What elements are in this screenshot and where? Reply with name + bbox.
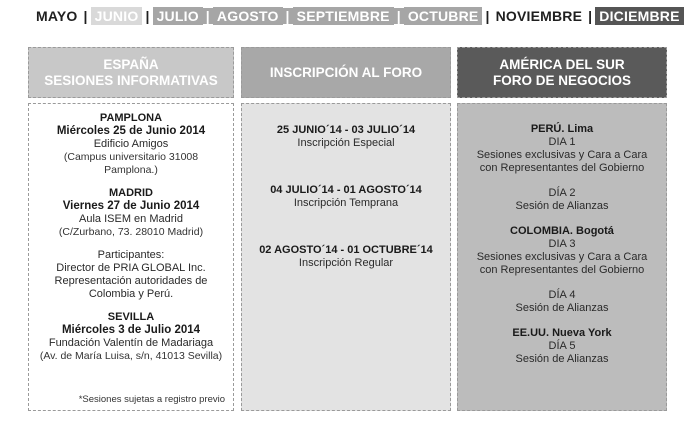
day-1-line-2: con Representantes del Gobierno — [479, 162, 645, 174]
month-separator: | — [485, 8, 490, 24]
participants-line-1: Director de PRIA GLOBAL Inc. — [56, 262, 206, 274]
month-separator: | — [83, 8, 88, 24]
day-1-line-1: Sesiones exclusivas y Cara a Cara — [476, 149, 648, 161]
forum-header — [241, 47, 451, 98]
period-3-label: Inscripción Regular — [298, 257, 394, 269]
madrid-date: Viernes 27 de Junio 2014 — [62, 200, 200, 212]
madrid-venue: Aula ISEM en Madrid — [79, 213, 183, 225]
pamplona-venue: Edificio Amigos — [93, 138, 169, 150]
usa-place: EE.UU. Nueva York — [512, 327, 612, 339]
day-2-line-1: Sesión de Alianzas — [515, 200, 609, 212]
participants-line-3: Colombia y Perú. — [88, 288, 174, 300]
month-separator: | — [394, 8, 404, 24]
period-2-dates: 04 JULIO´14 - 01 AGOSTO´14 — [270, 184, 422, 196]
period-1-label: Inscripción Especial — [297, 137, 395, 149]
month-agosto: AGOSTO — [213, 7, 283, 25]
sevilla-address: (Av. de María Luisa, s/n, 41013 Sevilla) — [39, 350, 223, 362]
pamplona-date: Miércoles 25 de Junio 2014 — [56, 125, 206, 137]
madrid-address: (C/Zurbano, 73. 28010 Madrid) — [58, 226, 204, 238]
period-2-label: Inscripción Temprana — [293, 197, 399, 209]
month-mayo: MAYO — [36, 8, 78, 24]
sevilla-city: SEVILLA — [107, 311, 155, 323]
spain-panel — [28, 103, 234, 411]
month-separator: | — [283, 8, 293, 24]
pamplona-address-1: (Campus universitario 31008 — [63, 151, 199, 163]
forum-panel — [241, 103, 451, 411]
participants-line-2: Representación autoridades de — [54, 275, 208, 287]
america-header-subtitle: FORO DE NEGOCIOS — [492, 72, 631, 88]
madrid-city: MADRID — [109, 187, 153, 199]
day-4-label: DÍA 4 — [548, 289, 576, 301]
colombia-place: COLOMBIA. Bogotá — [510, 225, 614, 237]
day-4-line-1: Sesión de Alianzas — [515, 302, 609, 314]
month-julio: JULIO — [153, 7, 203, 25]
month-junio: JUNIO — [91, 7, 143, 25]
day-5-line-1: Sesión de Alianzas — [515, 353, 609, 365]
period-1-dates: 25 JUNIO´14 - 03 JULIO´14 — [276, 124, 416, 136]
month-separator: | — [588, 8, 593, 24]
spain-header-subtitle: SESIONES INFORMATIVAS — [44, 72, 218, 88]
day-3-line-2: con Representantes del Gobierno — [479, 264, 645, 276]
day-2-label: DÍA 2 — [548, 187, 576, 199]
day-1-label: DIA 1 — [548, 136, 576, 148]
month-separator: | — [203, 8, 213, 24]
spain-header — [28, 47, 234, 98]
month-diciembre: DICIEMBRE — [595, 7, 683, 25]
day-3-label: DIA 3 — [548, 238, 576, 250]
spain-header-title: ESPAÑA — [103, 56, 159, 72]
month-octubre: OCTUBRE — [404, 7, 483, 25]
america-header — [457, 47, 667, 98]
day-5-label: DÍA 5 — [548, 340, 576, 352]
period-3-dates: 02 AGOSTO´14 - 01 OCTUBRE´14 — [259, 244, 433, 256]
pamplona-city: PAMPLONA — [99, 112, 163, 124]
forum-header-title: INSCRIPCIÓN AL FORO — [269, 64, 423, 80]
sevilla-venue: Fundación Valentín de Madariaga — [48, 337, 214, 349]
month-separator: | — [145, 8, 150, 24]
month-bar — [33, 6, 684, 26]
day-3-line-1: Sesiones exclusivas y Cara a Cara — [476, 251, 648, 263]
pamplona-address-2: Pamplona.) — [104, 164, 158, 176]
america-panel — [457, 103, 667, 411]
month-septiembre: SEPTIEMBRE — [293, 7, 394, 25]
america-header-title: AMÉRICA DEL SUR — [499, 56, 625, 72]
month-noviembre: NOVIEMBRE — [495, 8, 583, 24]
peru-place: PERÚ. Lima — [530, 123, 594, 135]
registration-footnote: *Sesiones sujetas a registro previo — [78, 394, 225, 405]
participants-title: Participantes: — [97, 249, 165, 261]
sevilla-date: Miércoles 3 de Julio 2014 — [61, 324, 201, 336]
